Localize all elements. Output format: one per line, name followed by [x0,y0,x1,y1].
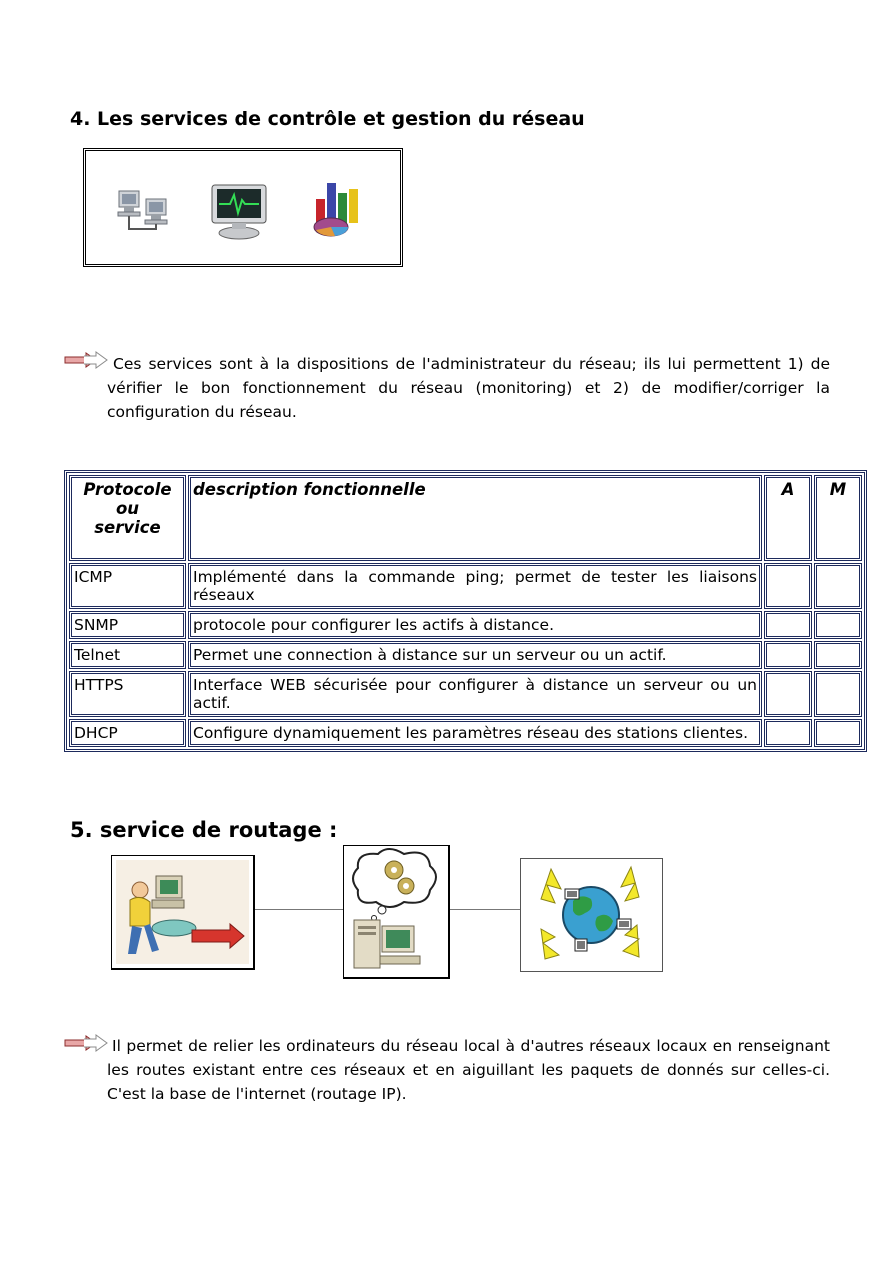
description-cell: Implémenté dans la commande ping; permet de tester les liaisons réseaux [188,563,762,609]
section-5-heading: 5. service de routage : [70,818,338,842]
user-at-computer-image [111,855,255,970]
protocol-cell: Telnet [69,641,186,669]
m-cell [814,611,862,639]
description-cell: Permet une connection à distance sur un serveur ou un actif. [188,641,762,669]
connector-line [255,909,343,910]
a-cell [764,719,812,747]
header-description: description fonctionnelle [188,475,762,561]
header-protocol-line: ou [115,499,140,518]
m-cell [814,719,862,747]
protocol-cell: HTTPS [69,671,186,717]
monitor-icon [210,183,268,241]
table-row [69,563,862,609]
paragraph-line: vérifier le bon fonctionnement du réseau (monitoring) et 2) de modifier/corriger la [107,379,830,397]
server-thinking-icon [344,846,448,977]
connector-line [450,909,520,910]
arrow-bullet-icon [64,351,108,369]
globe-network-icon [521,859,662,971]
protocol-cell: ICMP [69,563,186,609]
table-row [69,671,862,717]
server-thinking-image [343,845,450,979]
m-cell [814,563,862,609]
description-cell: Configure dynamiquement les paramètres réseau des stations clientes. [188,719,762,747]
table-row [69,719,862,747]
paragraph-routing [107,1034,830,1106]
user-at-computer-icon [112,856,253,968]
m-cell [814,641,862,669]
paragraph-line: configuration du réseau. [107,403,297,421]
header-m: M [814,475,862,561]
header-a: A [764,475,812,561]
a-cell [764,641,812,669]
table-row [69,611,862,639]
description-cell: protocole pour configurer les actifs à distance. [188,611,762,639]
table-header-row [69,475,862,561]
paragraph-line: les routes existant entre ces réseaux et en aiguillant les paquets de donnés sur celles-ci. [107,1061,830,1079]
a-cell [764,671,812,717]
table-row [69,641,862,669]
protocol-cell: DHCP [69,719,186,747]
section-4-heading: 4. Les services de contrôle et gestion du réseau [70,108,585,130]
management-icons-box [83,148,403,267]
globe-network-image [520,858,663,972]
header-protocol-line: Protocole [83,480,172,499]
paragraph-monitoring [107,352,830,424]
network-computers-icon [116,189,174,235]
paragraph-line: C'est la base de l'internet (routage IP). [107,1085,407,1103]
chart-icon [311,181,363,241]
protocol-cell: SNMP [69,611,186,639]
paragraph-line: Ces services sont à la dispositions de l'administrateur du réseau; ils lui permettent 1) de [113,355,830,373]
m-cell [814,671,862,717]
header-protocol [69,475,186,561]
a-cell [764,611,812,639]
services-table [64,470,867,752]
header-protocol-line: service [94,518,161,537]
description-cell: Interface WEB sécurisée pour configurer à distance un serveur ou un actif. [188,671,762,717]
paragraph-line: Il permet de relier les ordinateurs du réseau local à d'autres réseaux locaux en renseignant [112,1037,830,1055]
arrow-bullet-icon [64,1034,108,1052]
a-cell [764,563,812,609]
